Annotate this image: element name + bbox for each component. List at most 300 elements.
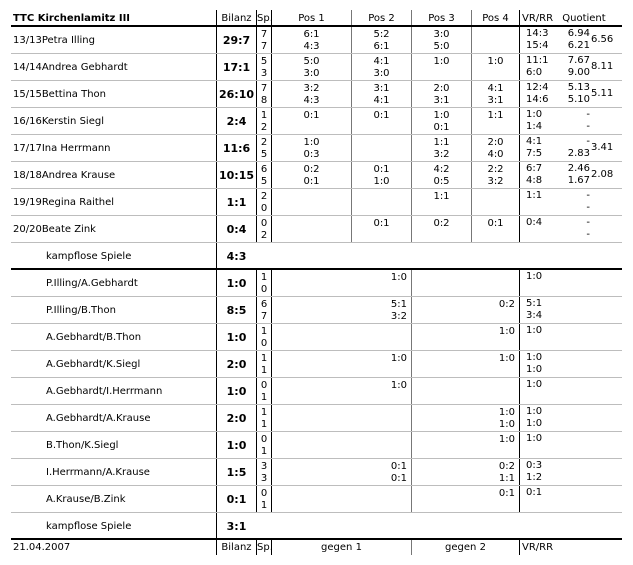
value-pair: [257, 299, 271, 323]
p3-cell: [411, 216, 471, 242]
pair-name-cell: [11, 351, 216, 377]
vr-rr-cell: [519, 216, 622, 242]
value: 1: [260, 406, 268, 418]
quotient-value: 2.46: [567, 163, 590, 174]
footer-sp: Sp.: [257, 542, 273, 553]
value: 1:0: [498, 406, 515, 418]
pos1-header: Pos 1: [271, 10, 351, 25]
value: 1:0: [433, 55, 450, 67]
sp-header: Sp.: [256, 10, 271, 25]
vr-rr-values: [526, 55, 548, 79]
vr-rr-values: [526, 136, 542, 160]
vr-rr-cell: [519, 459, 622, 485]
vr-value: 1:0: [526, 406, 543, 417]
sp-cell: [256, 378, 271, 404]
value: 3: [260, 460, 268, 472]
kampflos-row: [11, 243, 622, 270]
value: 5:1: [390, 298, 407, 310]
vr-rr-values: [526, 109, 542, 133]
value: 1:0: [433, 109, 450, 121]
p3-cell: [411, 54, 471, 80]
value: 1:0: [390, 379, 407, 391]
pair-name-cell: [11, 324, 216, 350]
quotient-value: 9.00: [567, 67, 590, 78]
value-pair: [272, 272, 411, 284]
vr-rr-values: [526, 487, 542, 499]
value-pair: [412, 56, 471, 68]
doubles-row: [11, 297, 622, 324]
pos2-header: Pos 2: [351, 10, 411, 25]
value: 7: [260, 310, 268, 322]
vr-rr-cell: [519, 486, 622, 512]
player-name-cell: [11, 216, 216, 242]
value-pair: [257, 83, 271, 107]
gegen1-cell: [271, 432, 411, 458]
value: 5:0: [303, 55, 320, 67]
value: 0:1: [487, 217, 504, 229]
value: 4:1: [373, 55, 390, 67]
value: 1:0: [303, 136, 320, 148]
sp-cell: [256, 54, 271, 80]
player-name-cell: [11, 108, 216, 134]
sp-cell: [256, 486, 271, 512]
value: 4:1: [373, 94, 390, 106]
value-pair: [412, 191, 471, 203]
value-pair: [472, 218, 519, 230]
footer-gegen1: gegen 1: [271, 540, 411, 555]
sp-cell: [256, 324, 271, 350]
vr-rr-cell: [519, 405, 622, 431]
quotient-value: 1.67: [567, 175, 590, 186]
value-pair: [412, 299, 519, 311]
value: 0:2: [433, 217, 450, 229]
p1-cell: [271, 216, 351, 242]
value: 3:1: [487, 94, 504, 106]
kampflos-label-cell: [11, 513, 216, 538]
value: 2: [260, 136, 268, 148]
gegen1-cell: [271, 270, 411, 296]
value-pair: [412, 353, 519, 365]
gegen1-cell: [271, 351, 411, 377]
vr-value: 6:0: [526, 67, 543, 78]
vr-rr-values: [526, 271, 542, 283]
bilanz-value: 2:4: [226, 115, 247, 128]
value: 1:0: [498, 352, 515, 364]
p1-cell: [271, 162, 351, 188]
value-pair: [472, 137, 519, 161]
bilanz-value: 29:7: [222, 34, 251, 47]
vr-value: 1:0: [526, 433, 543, 444]
vr-value: 4:8: [526, 175, 543, 186]
player-row: [11, 81, 622, 108]
doubles-row: [11, 459, 622, 486]
gegen2-cell: [411, 270, 519, 296]
vr-rr-values: [526, 433, 542, 445]
vr-value: 14:3: [526, 28, 549, 39]
vr-value: 1:0: [526, 352, 543, 363]
p4-cell: [471, 81, 519, 107]
vr-value: 5:1: [526, 298, 543, 309]
bilanz-cell: [216, 378, 256, 404]
player-row: [11, 108, 622, 135]
bilanz-value: 0:1: [226, 493, 247, 506]
value: 2:0: [433, 82, 450, 94]
value-pair: [472, 83, 519, 107]
quotient-values: [554, 190, 590, 214]
quotient-value: -: [586, 136, 590, 147]
bilanz-header: Bilanz: [216, 10, 256, 25]
value: 2:2: [487, 163, 504, 175]
bilanz-value: 10:15: [218, 169, 254, 182]
vr-value: 14:6: [526, 94, 549, 105]
p2-cell: [351, 135, 411, 161]
p3-cell: [411, 108, 471, 134]
bilanz-value: 26:10: [218, 88, 254, 101]
player-name: 20/20Beate Zink: [13, 224, 96, 235]
gegen1-cell: [271, 297, 411, 323]
value-pair: [412, 407, 519, 431]
value: 5: [260, 55, 268, 67]
player-name-cell: [11, 27, 216, 53]
p2-cell: [351, 216, 411, 242]
bilanz-cell: [216, 405, 256, 431]
bilanz-cell: [216, 189, 256, 215]
vr-rr-cell: [519, 432, 622, 458]
quotient-value: 5.13: [567, 82, 590, 93]
value: 4:2: [433, 163, 450, 175]
gegen1-cell: [271, 486, 411, 512]
pair-name: I.Herrmann/A.Krause: [46, 467, 150, 478]
value: 0: [260, 202, 268, 214]
quotient-values: [554, 163, 590, 187]
bilanz-value: 2:0: [226, 412, 247, 425]
vr-value: 0:4: [526, 217, 543, 228]
bilanz-value: 8:5: [226, 304, 247, 317]
value: 1: [260, 325, 268, 337]
vr-value: 0:3: [526, 460, 543, 471]
gegen1-cell: [271, 378, 411, 404]
p4-cell: [471, 162, 519, 188]
footer-vr-rr: VR/RR: [519, 540, 622, 555]
kampflos-label-cell: [11, 243, 216, 268]
kampflos-label: kampflose Spiele: [46, 521, 132, 532]
quotient-value: 7.67: [567, 55, 590, 66]
quotient-value: -: [586, 217, 590, 228]
p1-cell: [271, 108, 351, 134]
vr-rr-values: [526, 163, 542, 187]
pair-name: A.Krause/B.Zink: [46, 494, 126, 505]
value-pair: [257, 164, 271, 188]
value-pair: [272, 299, 411, 323]
value: 2: [260, 121, 268, 133]
p2-cell: [351, 162, 411, 188]
value: 4:0: [487, 148, 504, 160]
doubles-row: [11, 432, 622, 459]
vr-rr-cell: [519, 189, 622, 215]
value-pair: [412, 29, 471, 53]
value-pair: [472, 110, 519, 122]
overall-quotient: 2.08: [591, 169, 614, 180]
kampflos-label: kampflose Spiele: [46, 251, 132, 262]
team-title: TTC Kirchenlamitz III: [13, 13, 131, 24]
pair-name: A.Gebhardt/B.Thon: [46, 332, 142, 343]
vr-rr-header: VR/RR: [522, 13, 554, 24]
value-pair: [257, 380, 271, 404]
gegen2-cell: [411, 405, 519, 431]
value: 0: [260, 487, 268, 499]
p4-cell: [471, 27, 519, 53]
pair-name: A.Gebhardt/I.Herrmann: [46, 386, 163, 397]
value-pair: [412, 461, 519, 485]
value: 1: [260, 109, 268, 121]
bilanz-value: 11:6: [222, 142, 251, 155]
sp-cell: [256, 81, 271, 107]
value-pair: [272, 83, 351, 107]
value-pair: [257, 461, 271, 485]
value: 0: [260, 337, 268, 349]
player-name: 13/13Petra Illing: [13, 35, 95, 46]
bilanz-cell: [216, 270, 256, 296]
vr-value: 1:4: [526, 121, 543, 132]
vr-rr-values: [526, 460, 542, 484]
vr-value: 1:0: [526, 271, 543, 282]
quotient-value: -: [586, 109, 590, 120]
p4-cell: [471, 54, 519, 80]
bilanz-value: 17:1: [222, 61, 251, 74]
vr-rr-cell: [519, 108, 622, 134]
value: 3:2: [487, 175, 504, 187]
pos3-header: Pos 3: [411, 10, 471, 25]
p1-cell: [271, 189, 351, 215]
value: 5: [260, 175, 268, 187]
value-pair: [352, 164, 411, 188]
value: 2: [260, 190, 268, 202]
vr-value: 4:1: [526, 136, 543, 147]
sp-cell: [256, 270, 271, 296]
bilanz-cell: [216, 459, 256, 485]
bilanz-value: 1:5: [226, 466, 247, 479]
value: 1: [260, 499, 268, 511]
value: 0:1: [390, 472, 407, 484]
value: 1: [260, 364, 268, 376]
gegen2-cell: [411, 351, 519, 377]
value: 3:2: [390, 310, 407, 322]
value-pair: [257, 326, 271, 350]
p2-cell: [351, 189, 411, 215]
value: 4:3: [303, 40, 320, 52]
sp-cell: [256, 297, 271, 323]
player-name-cell: [11, 135, 216, 161]
player-row: [11, 162, 622, 189]
value: 1:0: [373, 175, 390, 187]
footer-gegen2: gegen 2: [411, 540, 519, 555]
vr-rr-values: [526, 82, 548, 106]
quotient-values: [554, 28, 590, 52]
value: 1: [260, 445, 268, 457]
value: 4:3: [303, 94, 320, 106]
value: 0:1: [498, 487, 515, 499]
value-pair: [412, 488, 519, 500]
value-pair: [257, 191, 271, 215]
value: 5: [260, 148, 268, 160]
player-name: 14/14Andrea Gebhardt: [13, 62, 128, 73]
value: 0:5: [433, 175, 450, 187]
bilanz-value: 1:0: [226, 439, 247, 452]
pair-name-cell: [11, 486, 216, 512]
p1-cell: [271, 27, 351, 53]
value-pair: [272, 164, 351, 188]
vr-value: 1:0: [526, 325, 543, 336]
bilanz-cell: [216, 432, 256, 458]
quotient-value: 6.94: [567, 28, 590, 39]
bilanz-value: 1:0: [226, 385, 247, 398]
bilanz-cell: [216, 216, 256, 242]
pair-name: A.Gebhardt/A.Krause: [46, 413, 151, 424]
value-pair: [257, 218, 271, 242]
quotient-value: -: [586, 202, 590, 213]
player-row: [11, 216, 622, 243]
value: 3: [260, 472, 268, 484]
value-pair: [472, 56, 519, 68]
gegen1-cell: [271, 324, 411, 350]
value-pair: [412, 110, 471, 134]
vr-rr-cell: [519, 54, 622, 80]
sp-cell: [256, 135, 271, 161]
quotient-values: [554, 109, 590, 133]
pair-name: A.Gebhardt/K.Siegl: [46, 359, 141, 370]
footer-bilanz: Bilanz: [216, 540, 256, 555]
player-name: 17/17Ina Herrmann: [13, 143, 111, 154]
value-pair: [272, 110, 351, 122]
value: 3:1: [373, 82, 390, 94]
value-pair: [257, 353, 271, 377]
vr-value: 3:4: [526, 310, 543, 321]
value-pair: [257, 110, 271, 134]
quotient-value: -: [586, 229, 590, 240]
bilanz-value: 0:4: [226, 223, 247, 236]
vr-rr-cell: [519, 81, 622, 107]
value: 0:2: [498, 460, 515, 472]
bilanz-cell: [216, 297, 256, 323]
vr-rr-cell: [519, 324, 622, 350]
player-name: 18/18Andrea Krause: [13, 170, 116, 181]
vr-rr-cell: [519, 27, 622, 53]
p3-cell: [411, 27, 471, 53]
value: 0: [260, 217, 268, 229]
value: 3:0: [373, 67, 390, 79]
gegen1-cell: [271, 405, 411, 431]
bilanz-cell: [216, 486, 256, 512]
value: 5:2: [373, 28, 390, 40]
vr-rr-values: [526, 28, 548, 52]
bilanz-cell: [216, 27, 256, 53]
value-pair: [272, 353, 411, 365]
value: 0:1: [390, 460, 407, 472]
vr-value: 1:1: [526, 190, 543, 201]
bilanz-value: 1:1: [226, 196, 247, 209]
value: 6: [260, 163, 268, 175]
value: 7: [260, 28, 268, 40]
value: 7: [260, 40, 268, 52]
vr-value: 1:0: [526, 379, 543, 390]
value: 0:1: [433, 121, 450, 133]
gegen2-cell: [411, 486, 519, 512]
quotient-values: [554, 217, 590, 241]
team-statistics-table: [11, 10, 622, 555]
value: 6:1: [373, 40, 390, 52]
bilanz-cell: [216, 54, 256, 80]
p3-cell: [411, 162, 471, 188]
player-row: [11, 189, 622, 216]
value: 1:0: [390, 271, 407, 283]
vr-value: 11:1: [526, 55, 549, 66]
value: 4:1: [487, 82, 504, 94]
value: 0:1: [373, 109, 390, 121]
overall-quotient: 3.41: [591, 142, 614, 153]
vr-rr-cell: [519, 270, 622, 296]
p2-cell: [351, 54, 411, 80]
value-pair: [257, 434, 271, 458]
doubles-row: [11, 351, 622, 378]
vr-value: 0:1: [526, 487, 543, 498]
value: 1:0: [487, 55, 504, 67]
value-pair: [257, 272, 271, 296]
p4-cell: [471, 108, 519, 134]
value: 6:1: [303, 28, 320, 40]
value-pair: [257, 56, 271, 80]
value: 0: [260, 433, 268, 445]
player-row: [11, 27, 622, 54]
value-pair: [272, 461, 411, 485]
value-pair: [412, 434, 519, 446]
pair-name: P.Illing/B.Thon: [46, 305, 116, 316]
kampflos-row: [11, 513, 622, 540]
value: 1:1: [433, 190, 450, 202]
vr-rr-values: [526, 379, 542, 391]
pair-name-cell: [11, 270, 216, 296]
p2-cell: [351, 108, 411, 134]
bilanz-value: 2:0: [226, 358, 247, 371]
quotient-values: [554, 55, 590, 79]
value: 3:1: [433, 94, 450, 106]
sp-cell: [256, 108, 271, 134]
value: 3:2: [433, 148, 450, 160]
value: 3:0: [303, 67, 320, 79]
p1-cell: [271, 81, 351, 107]
quotient-value: -: [586, 190, 590, 201]
value: 1:1: [487, 109, 504, 121]
value-pair: [257, 488, 271, 512]
value: 0:1: [303, 109, 320, 121]
pair-name-cell: [11, 378, 216, 404]
vr-rr-values: [526, 298, 542, 322]
value-pair: [352, 110, 411, 122]
value-pair: [272, 56, 351, 80]
player-name: 15/15Bettina Thon: [13, 89, 106, 100]
value-pair: [412, 137, 471, 161]
p4-cell: [471, 216, 519, 242]
player-row: [11, 54, 622, 81]
kampflos-bilanz: 4:3: [226, 250, 247, 263]
value-pair: [257, 29, 271, 53]
pair-name-cell: [11, 405, 216, 431]
doubles-row: [11, 486, 622, 513]
gegen2-cell: [411, 324, 519, 350]
bilanz-value: 1:0: [226, 277, 247, 290]
value-pair: [272, 29, 351, 53]
p4-cell: [471, 135, 519, 161]
value: 2:0: [487, 136, 504, 148]
